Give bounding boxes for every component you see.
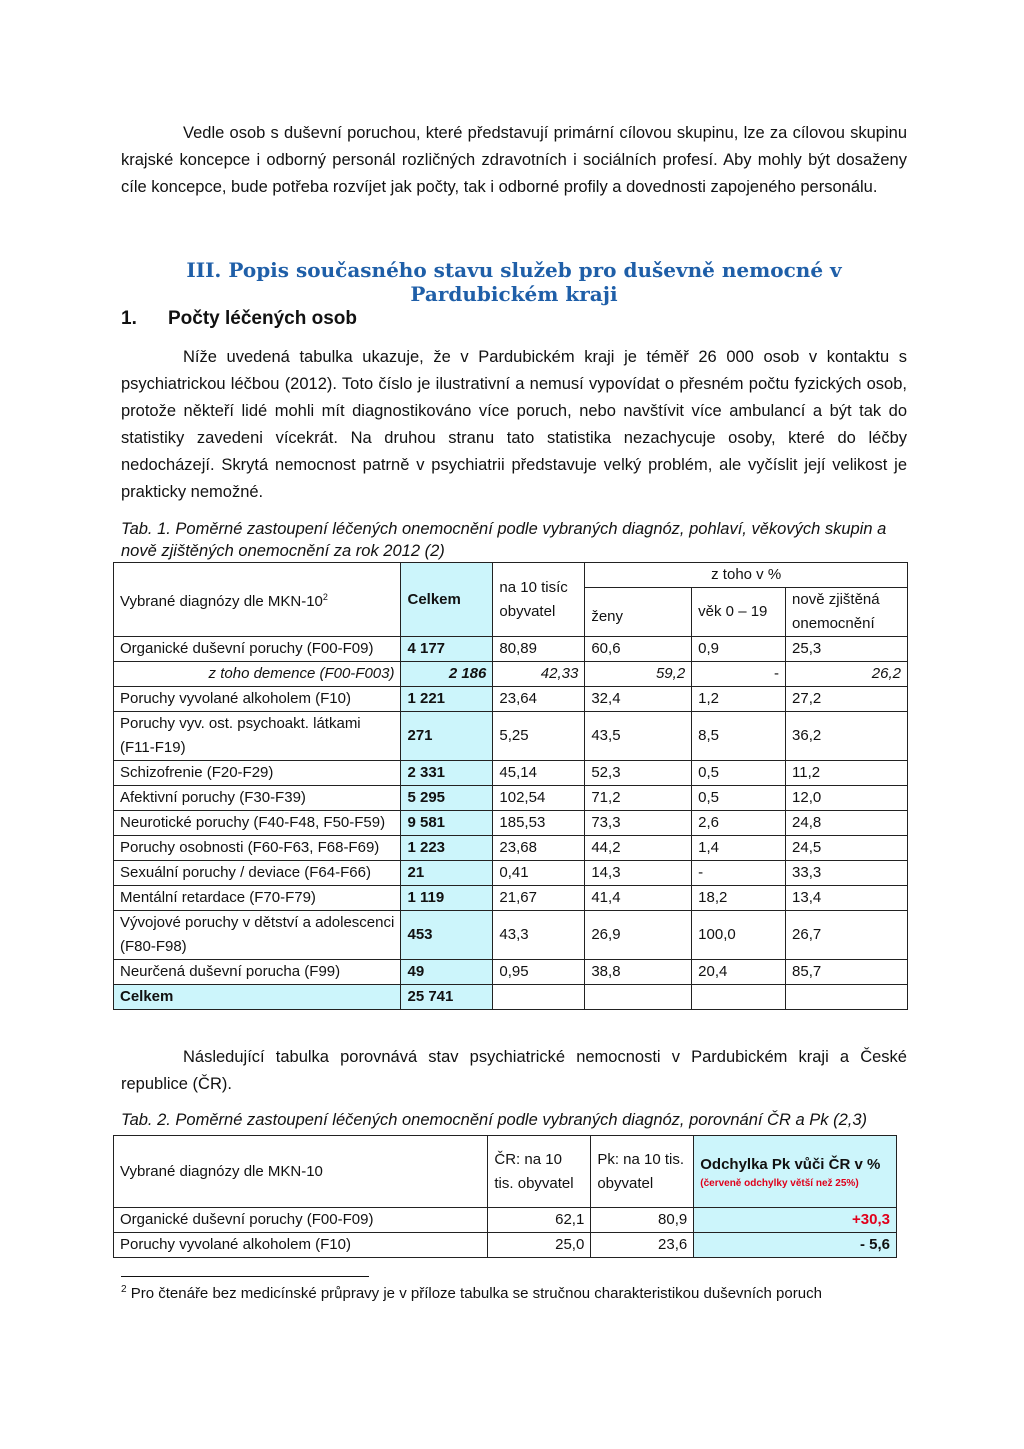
table1-cell-age: 8,5 <box>692 712 786 761</box>
table1-cell-total: 9 581 <box>401 811 493 836</box>
table2-cell-dev: - 5,6 <box>694 1233 897 1258</box>
table1-cell-new: 25,3 <box>786 637 908 662</box>
table1-cell-new: 11,2 <box>786 761 908 786</box>
table1 <box>113 562 908 1010</box>
table2-header-cr: ČR: na 10 tis. obyvatel <box>488 1136 591 1208</box>
table1-cell-name: Poruchy osobnosti (F60-F63, F68-F69) <box>114 836 401 861</box>
table1-header-new: nově zjištěná onemocnění <box>786 588 908 637</box>
table2-header-row <box>114 1136 897 1208</box>
table1-cell-per10k: 80,89 <box>493 637 585 662</box>
table1-cell-per10k: 102,54 <box>493 786 585 811</box>
table1-cell-women: 14,3 <box>585 861 692 886</box>
comparison-paragraph: Následující tabulka porovnává stav psychiatrické nemocnosti v Pardubickém kraji a České republice (ČR). <box>121 1048 907 1093</box>
table1-cell-total: 1 119 <box>401 886 493 911</box>
table1-cell-name: Mentální retardace (F70-F79) <box>114 886 401 911</box>
table2 <box>113 1135 897 1258</box>
footnote-marker: 2 <box>121 1284 127 1295</box>
table1-header-of-which: z toho v % <box>585 563 908 588</box>
table1-cell-per10k: 43,3 <box>493 911 585 960</box>
footnote-divider <box>121 1276 369 1277</box>
table1-caption: Tab. 1. Poměrné zastoupení léčených onemocnění podle vybraných diagnóz, pohlaví, věkových skupin a nově zjištěných onemocnění za rok 2012 (2) <box>121 520 887 560</box>
table1-cell-name: Poruchy vyv. ost. psychoakt. látkami (F11-F19) <box>114 712 401 761</box>
table1-cell-women: 60,6 <box>585 637 692 662</box>
table1-cell-women: 38,8 <box>585 960 692 985</box>
table1-cell-women: 73,3 <box>585 811 692 836</box>
table1-cell-name: Vývojové poruchy v dětství a adolescenci (F80-F98) <box>114 911 401 960</box>
table1-cell-total: 21 <box>401 861 493 886</box>
subsection-number: 1. <box>121 308 137 329</box>
table1-cell-name: Neurotické poruchy (F40-F48, F50-F59) <box>114 811 401 836</box>
table1-cell-per10k: 45,14 <box>493 761 585 786</box>
table-row <box>114 960 908 985</box>
table-row <box>114 811 908 836</box>
table1-cell-total: 453 <box>401 911 493 960</box>
table2-deviation-label: Odchylka Pk vůči ČR v % <box>700 1155 881 1173</box>
table1-cell-per10k: 23,68 <box>493 836 585 861</box>
intro-paragraph: Vedle osob s duševní poruchou, které představují primární cílovou skupinu, lze za cílovou skupinu krajské koncepce i odborný personál rozličných zdravotních i sociálních profesí. Aby mohly být dosaženy cíle koncepce, bude potřeba rozvíjet jak počty, tak i odborné profily a dovednosti zapojeného personálu. <box>121 124 907 196</box>
table-row <box>114 886 908 911</box>
table1-total-empty <box>786 985 908 1010</box>
table1-cell-age: - <box>692 861 786 886</box>
table1-cell-age: 1,4 <box>692 836 786 861</box>
table2-deviation-note: (červeně odchylky větší než 25%) <box>700 1177 859 1189</box>
table1-total-empty <box>692 985 786 1010</box>
table1-header-row <box>114 563 908 588</box>
table2-cell-dev: +30,3 <box>694 1208 897 1233</box>
table1-total-empty <box>493 985 585 1010</box>
table2-header-deviation <box>694 1136 897 1208</box>
table1-cell-women: 71,2 <box>585 786 692 811</box>
table1-cell-women: 43,5 <box>585 712 692 761</box>
table1-cell-per10k: 42,33 <box>493 662 585 687</box>
subsection-title: Počty léčených osob <box>168 308 358 329</box>
table1-total-row <box>114 985 908 1010</box>
table1-cell-total: 49 <box>401 960 493 985</box>
table1-cell-per10k: 0,95 <box>493 960 585 985</box>
table1-cell-total: 2 331 <box>401 761 493 786</box>
table2-cell-name: Organické duševní poruchy (F00-F09) <box>114 1208 488 1233</box>
table1-header-women: ženy <box>585 588 692 637</box>
footnote-text: Pro čtenáře bez medicínské průpravy je v příloze tabulka se stručnou charakteristikou duševních poruch <box>130 1285 822 1302</box>
table1-cell-name: Organické duševní poruchy (F00-F09) <box>114 637 401 662</box>
table1-cell-new: 12,0 <box>786 786 908 811</box>
table1-cell-women: 26,9 <box>585 911 692 960</box>
table1-header-per10k: na 10 tisíc obyvatel <box>493 563 585 637</box>
table1-cell-per10k: 21,67 <box>493 886 585 911</box>
table1-cell-women: 52,3 <box>585 761 692 786</box>
table2-cell-pk: 80,9 <box>591 1208 694 1233</box>
table1-cell-new: 85,7 <box>786 960 908 985</box>
table1-cell-women: 59,2 <box>585 662 692 687</box>
table1-cell-new: 26,7 <box>786 911 908 960</box>
table1-cell-age: 0,9 <box>692 637 786 662</box>
table1-cell-name: z toho demence (F00-F003) <box>114 662 401 687</box>
table1-cell-per10k: 23,64 <box>493 687 585 712</box>
table1-cell-per10k: 5,25 <box>493 712 585 761</box>
table1-cell-age: - <box>692 662 786 687</box>
table1-cell-name: Afektivní poruchy (F30-F39) <box>114 786 401 811</box>
table1-cell-age: 0,5 <box>692 761 786 786</box>
table1-total-empty <box>585 985 692 1010</box>
table2-cell-name: Poruchy vyvolané alkoholem (F10) <box>114 1233 488 1258</box>
table1-header-total: Celkem <box>401 563 493 637</box>
table1-cell-total: 4 177 <box>401 637 493 662</box>
table1-cell-age: 18,2 <box>692 886 786 911</box>
table1-total-name: Celkem <box>114 985 401 1010</box>
section-title: III. Popis současného stavu služeb pro duševně nemocné v Pardubickém kraji <box>186 258 842 306</box>
table1-cell-name: Sexuální poruchy / deviace (F64-F66) <box>114 861 401 886</box>
table2-caption: Tab. 2. Poměrné zastoupení léčených onemocnění podle vybraných diagnóz, porovnání ČR a Pk (2,3) <box>121 1111 868 1129</box>
body-paragraph: Níže uvedená tabulka ukazuje, že v Pardubickém kraji je téměř 26 000 osob v kontaktu s psychiatrickou léčbou (2012). Toto číslo je ilustrativní a nemusí vypovídat o přesném počtu fyzických osob, protože někteří lidé mohli mít diagnostikováno více poruch, nebo navštívit více ambulancí a být tak do statistiky zavedeni vícekrát. Na druhou stranu tato statistika nezachycuje osoby, které do léčby nedocházejí. Skrytá nemocnost patrně v psychiatrii představuje velký problém, ale vyčíslit její velikost je prakticky nemožné. <box>121 348 907 501</box>
table1-cell-age: 1,2 <box>692 687 786 712</box>
table-row <box>114 761 908 786</box>
table1-cell-new: 33,3 <box>786 861 908 886</box>
table1-cell-total: 271 <box>401 712 493 761</box>
table1-total-total: 25 741 <box>401 985 493 1010</box>
table-row <box>114 1233 897 1258</box>
table1-cell-age: 20,4 <box>692 960 786 985</box>
table1-cell-age: 2,6 <box>692 811 786 836</box>
table1-cell-new: 24,8 <box>786 811 908 836</box>
table-row <box>114 687 908 712</box>
table2-cell-cr: 62,1 <box>488 1208 591 1233</box>
table1-cell-age: 100,0 <box>692 911 786 960</box>
table2-cell-cr: 25,0 <box>488 1233 591 1258</box>
table1-cell-age: 0,5 <box>692 786 786 811</box>
table1-cell-total: 2 186 <box>401 662 493 687</box>
table1-cell-name: Neurčená duševní porucha (F99) <box>114 960 401 985</box>
table1-cell-new: 36,2 <box>786 712 908 761</box>
table1-cell-total: 1 221 <box>401 687 493 712</box>
table1-header-age: věk 0 – 19 <box>692 588 786 637</box>
table1-header-diag: Vybrané diagnózy dle MKN-$10^2$ <box>114 563 401 637</box>
table1-cell-per10k: 185,53 <box>493 811 585 836</box>
table-row <box>114 637 908 662</box>
table-row <box>114 836 908 861</box>
table1-cell-name: Schizofrenie (F20-F29) <box>114 761 401 786</box>
table-row <box>114 911 908 960</box>
table1-cell-new: 24,5 <box>786 836 908 861</box>
table2-cell-pk: 23,6 <box>591 1233 694 1258</box>
table-row <box>114 662 908 687</box>
table-row <box>114 1208 897 1233</box>
table-row <box>114 712 908 761</box>
table1-cell-total: 1 223 <box>401 836 493 861</box>
table1-cell-women: 32,4 <box>585 687 692 712</box>
footnote <box>121 1284 822 1302</box>
table1-cell-new: 27,2 <box>786 687 908 712</box>
subsection-heading <box>121 308 357 330</box>
table1-cell-per10k: 0,41 <box>493 861 585 886</box>
table1-cell-new: 13,4 <box>786 886 908 911</box>
table1-cell-name: Poruchy vyvolané alkoholem (F10) <box>114 687 401 712</box>
table1-cell-new: 26,2 <box>786 662 908 687</box>
table1-cell-women: 44,2 <box>585 836 692 861</box>
table1-cell-total: 5 295 <box>401 786 493 811</box>
table1-cell-women: 41,4 <box>585 886 692 911</box>
table2-header-diag: Vybrané diagnózy dle MKN-10 <box>114 1136 488 1208</box>
table-row <box>114 861 908 886</box>
table-row <box>114 786 908 811</box>
table2-header-pk: Pk: na 10 tis. obyvatel <box>591 1136 694 1208</box>
